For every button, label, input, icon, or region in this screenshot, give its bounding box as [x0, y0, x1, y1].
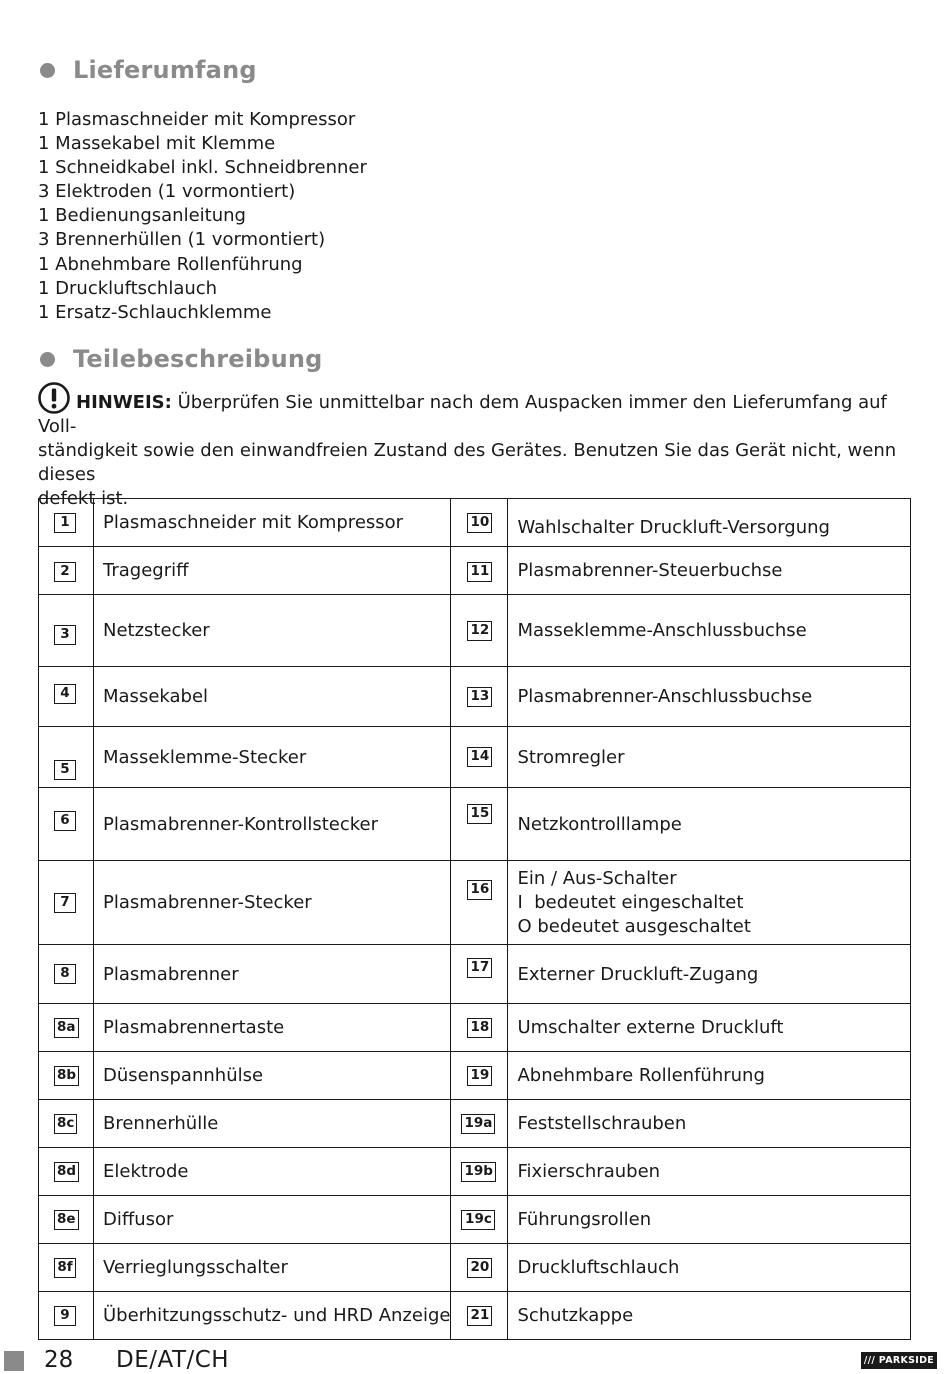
scope-item: 3 Elektroden (1 vormontiert)	[38, 181, 296, 203]
table-row	[39, 1292, 911, 1340]
part-number-badge: 16	[467, 880, 492, 900]
part-label: Plasmabrenner	[94, 945, 451, 1004]
part-label: Führungsrollen	[508, 1196, 911, 1244]
scope-item: 1 Druckluftschlauch	[38, 277, 218, 299]
part-label: Brennerhülle	[94, 1100, 451, 1148]
table-row	[39, 1244, 911, 1292]
parts-table	[38, 498, 911, 1340]
part-label: Plasmabrenner-Anschlussbuchse	[508, 667, 911, 727]
part-number-badge: 2	[54, 562, 76, 582]
page-footer	[0, 1347, 950, 1374]
part-number-badge: 19c	[461, 1210, 495, 1230]
part-label-multiline	[508, 861, 911, 945]
part-label: Feststellschrauben	[508, 1100, 911, 1148]
part-label: Netzstecker	[94, 595, 451, 667]
scope-item: 1 Bedienungsanleitung	[38, 205, 246, 227]
part-number-badge: 18	[467, 1018, 492, 1038]
switch-on-label: I bedeutet eingeschaltet	[517, 891, 744, 913]
switch-off-label: O bedeutet ausgeschaltet	[517, 915, 751, 937]
part-number-badge: 8a	[54, 1018, 79, 1038]
heading-bullet-icon	[40, 352, 55, 367]
part-number-badge: 8e	[54, 1210, 79, 1230]
part-number-badge: 12	[467, 621, 492, 641]
part-label: Tragegriff	[94, 547, 451, 595]
part-label: Massekabel	[94, 667, 451, 727]
language-code: DE/AT/CH	[116, 1347, 230, 1373]
part-number-badge: 4	[54, 684, 76, 704]
part-number-badge: 19a	[461, 1114, 495, 1134]
scope-item: 1 Plasmaschneider mit Kompressor	[38, 109, 356, 130]
part-label: Stromregler	[508, 727, 911, 788]
notice-text-1: Überprüfen Sie unmittelbar nach dem Auspacken immer den Lieferumfang auf Voll-	[38, 392, 887, 437]
part-number-badge: 8b	[54, 1066, 79, 1086]
part-number-badge: 19b	[461, 1162, 495, 1182]
part-number-badge: 8f	[54, 1258, 76, 1278]
table-row	[39, 1052, 911, 1100]
table-row	[39, 547, 911, 595]
part-number-badge: 8	[54, 964, 76, 984]
part-label: Netzkontrolllampe	[508, 788, 911, 861]
table-row	[39, 1004, 911, 1052]
scope-item: 1 Massekabel mit Klemme	[38, 133, 276, 155]
part-label: Plasmabrenner-Stecker	[94, 861, 451, 945]
table-row	[39, 861, 911, 945]
part-label: Druckluftschlauch	[508, 1244, 911, 1292]
part-number-badge: 19	[467, 1066, 492, 1086]
part-number-badge: 6	[54, 811, 76, 831]
table-row	[39, 1196, 911, 1244]
part-label: Plasmabrenner-Steuerbuchse	[508, 547, 911, 595]
page-number: 28	[44, 1347, 74, 1373]
part-number-badge: 5	[54, 760, 76, 780]
part-label: Fixierschrauben	[508, 1148, 911, 1196]
scope-list	[38, 108, 367, 325]
table-row	[39, 1100, 911, 1148]
parts-title: Teilebeschreibung	[73, 345, 323, 373]
part-number-badge: 11	[467, 562, 492, 582]
part-label: Umschalter externe Druckluft	[508, 1004, 911, 1052]
heading-bullet-icon	[40, 63, 55, 78]
part-number-badge: 13	[467, 687, 492, 707]
part-number-badge: 8c	[54, 1114, 77, 1134]
part-number-badge: 17	[467, 958, 492, 978]
footer-square-icon	[4, 1351, 24, 1371]
brand-logo: /// PARKSIDE	[861, 1352, 937, 1369]
part-number-badge: 8d	[54, 1162, 79, 1182]
scope-title: Lieferumfang	[73, 56, 257, 84]
part-label: Plasmaschneider mit Kompressor	[94, 499, 451, 547]
table-row	[39, 788, 911, 861]
part-label: Elektrode	[94, 1148, 451, 1196]
table-row	[39, 595, 911, 667]
table-row	[39, 727, 911, 788]
table-row	[39, 667, 911, 727]
table-row	[39, 945, 911, 1004]
part-number-badge: 20	[467, 1258, 492, 1278]
part-number-badge: 14	[467, 747, 492, 767]
scope-item: 1 Schneidkabel inkl. Schneidbrenner	[38, 157, 367, 179]
part-label: Überhitzungsschutz- und HRD Anzeige	[94, 1292, 451, 1340]
part-label: Diffusor	[94, 1196, 451, 1244]
scope-item: 1 Ersatz-Schlauchklemme	[38, 301, 272, 323]
scope-item: 3 Brennerhüllen (1 vormontiert)	[38, 229, 326, 251]
notice-text-2: ständigkeit sowie den einwandfreien Zustand des Gerätes. Benutzen Sie das Gerät nicht, wenn dieses	[38, 440, 897, 485]
part-number-badge: 21	[467, 1306, 492, 1326]
part-label: Wahlschalter Druckluft-Versorgung	[508, 499, 911, 547]
part-label: Düsenspannhülse	[94, 1052, 451, 1100]
part-number-badge: 15	[467, 804, 492, 824]
part-number-badge: 1	[54, 513, 76, 533]
table-row	[39, 499, 911, 547]
table-row	[39, 1148, 911, 1196]
part-number-badge: 7	[54, 893, 76, 913]
notice-paragraph	[38, 382, 908, 511]
scope-heading	[40, 56, 257, 84]
scope-item: 1 Abnehmbare Rollenführung	[38, 253, 303, 275]
part-label: Masseklemme-Stecker	[94, 727, 451, 788]
exclamation-circle-icon	[38, 382, 70, 414]
switch-label: Ein / Aus-Schalter	[517, 867, 677, 889]
part-label: Schutzkappe	[508, 1292, 911, 1340]
notice-label: HINWEIS:	[76, 392, 172, 413]
part-number-badge: 9	[54, 1306, 76, 1326]
notice-text-3: defekt ist.	[38, 488, 129, 509]
part-label: Externer Druckluft-Zugang	[508, 945, 911, 1004]
part-number-badge: 3	[54, 625, 76, 645]
part-label: Plasmabrenner-Kontrollstecker	[94, 788, 451, 861]
part-number-badge: 10	[467, 513, 492, 533]
part-label: Abnehmbare Rollenführung	[508, 1052, 911, 1100]
part-label: Masseklemme-Anschlussbuchse	[508, 595, 911, 667]
part-label: Plasmabrennertaste	[94, 1004, 451, 1052]
part-label: Verrieglungsschalter	[94, 1244, 451, 1292]
parts-heading	[40, 345, 323, 373]
